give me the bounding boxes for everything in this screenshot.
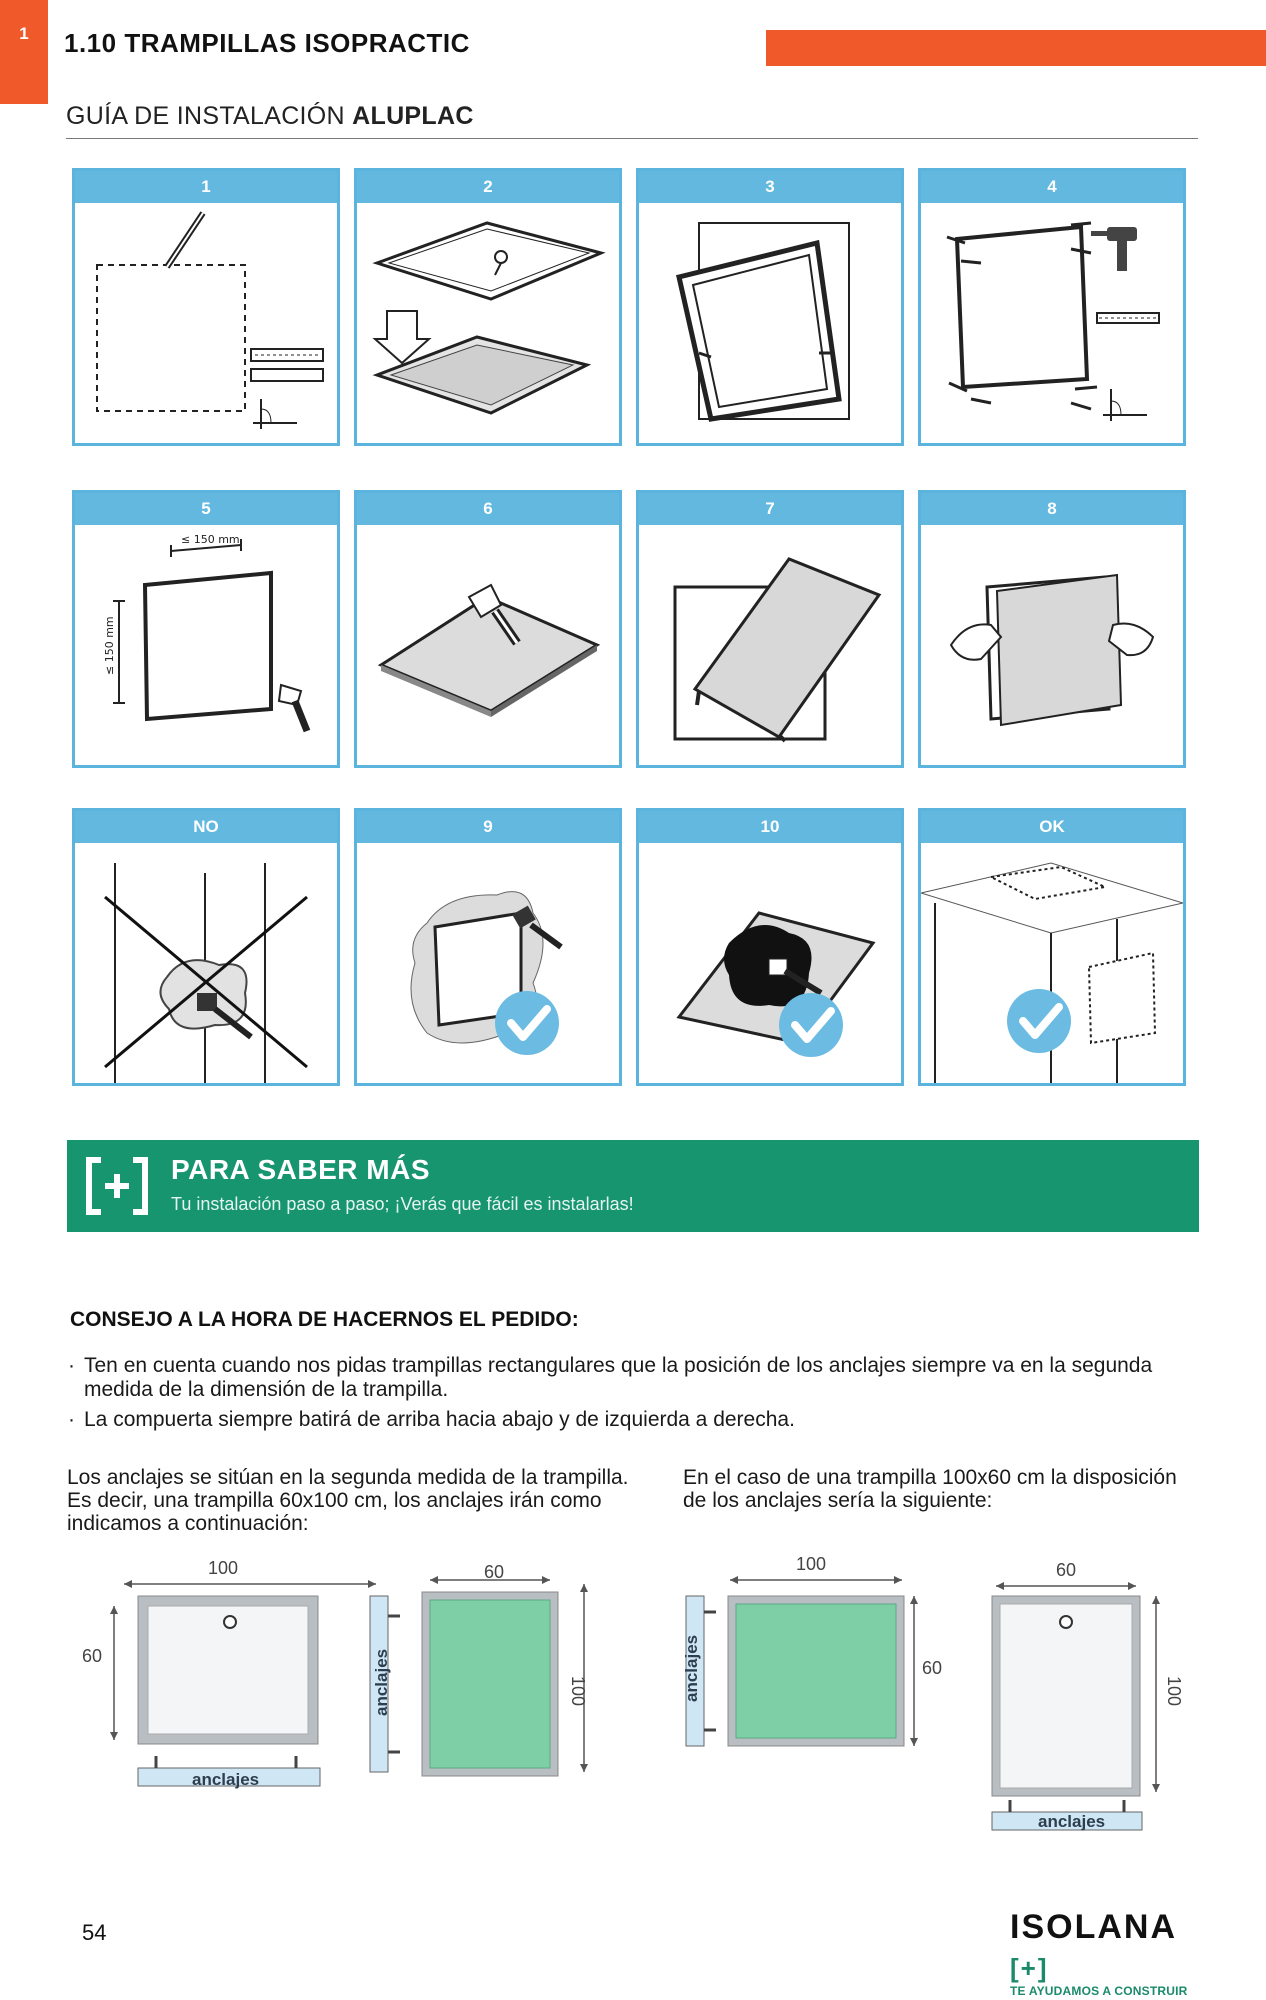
page-subtitle — [66, 102, 474, 131]
advice-bullet: · Ten en cuenta cuando nos pidas trampillas rectangulares que la posición de los anclajes siempre va en la segunda medida de la dimensión de la trampilla. — [66, 1354, 1206, 1402]
left-back-anchors: anclajes — [372, 1648, 391, 1716]
header-accent-bar — [766, 30, 1266, 66]
logo-mark: [+] — [1010, 1953, 1049, 1983]
step-label: 3 — [639, 171, 901, 203]
banner-subtitle: Tu instalación paso a paso; ¡Verás que fácil es instalarlas! — [171, 1194, 634, 1214]
step-card-2 — [354, 168, 622, 446]
step-label: 8 — [921, 493, 1183, 525]
step-5-dim-vertical: ≤ 150 mm — [103, 616, 116, 675]
step-label: NO — [75, 811, 337, 843]
advice-bullet: · La compuerta siempre batirá de arriba hacia abajo y de izquierda a derecha. — [66, 1408, 1206, 1432]
right-back-width: 100 — [796, 1554, 827, 1574]
right-back-anchors: anclajes — [682, 1634, 701, 1702]
page-number: 54 — [82, 1920, 107, 1945]
left-front-width: 100 — [208, 1558, 239, 1578]
step-no-illustration — [75, 843, 337, 1083]
left-front-anchors: anclajes — [192, 1770, 260, 1789]
step-5-illustration — [75, 525, 337, 765]
step-6-illustration — [357, 525, 619, 765]
step-card-no — [72, 808, 340, 1086]
left-front-height: 60 — [82, 1646, 103, 1666]
advice-title: CONSEJO A LA HORA DE HACERNOS EL PEDIDO: — [70, 1308, 579, 1331]
subtitle-product: ALUPLAC — [352, 102, 474, 130]
step-card-6 — [354, 490, 622, 768]
chapter-tab — [0, 0, 48, 104]
subtitle-prefix: GUÍA DE INSTALACIÓN — [66, 102, 353, 130]
step-card-4 — [918, 168, 1186, 446]
more-info-banner[interactable] — [67, 1140, 1199, 1232]
step-card-3 — [636, 168, 904, 446]
step-2-illustration — [357, 203, 619, 443]
left-back-width: 60 — [484, 1562, 505, 1582]
step-card-ok — [918, 808, 1186, 1086]
right-diagram-group — [680, 1556, 1200, 1836]
step-card-7 — [636, 490, 904, 768]
logo-tagline: TE AYUDAMOS A CONSTRUIR — [1010, 1984, 1188, 1998]
step-label: 9 — [357, 811, 619, 843]
step-5-dim-horizontal: ≤ 150 mm — [181, 533, 240, 546]
step-label: 4 — [921, 171, 1183, 203]
right-front-height: 100 — [1164, 1676, 1184, 1707]
step-9-illustration — [357, 843, 619, 1083]
right-paragraph: En el caso de una trampilla 100x60 cm la disposición de los anclajes sería la siguiente: — [683, 1466, 1177, 1512]
advice-bullets — [66, 1354, 1206, 1438]
step-label: OK — [921, 811, 1183, 843]
step-8-illustration — [921, 525, 1183, 765]
step-1-illustration — [75, 203, 337, 443]
banner-title: PARA SABER MÁS — [171, 1154, 431, 1185]
step-label: 1 — [75, 171, 337, 203]
step-label: 5 — [75, 493, 337, 525]
right-front-anchors: anclajes — [1038, 1812, 1106, 1831]
left-diagram-group — [70, 1556, 630, 1816]
isolana-logo — [1010, 1908, 1210, 1998]
step-card-10 — [636, 808, 904, 1086]
chapter-number: 1 — [19, 24, 29, 43]
step-card-1 — [72, 168, 340, 446]
step-ok-illustration — [921, 843, 1183, 1083]
step-label: 10 — [639, 811, 901, 843]
step-label: 2 — [357, 171, 619, 203]
left-back-height: 100 — [568, 1676, 588, 1707]
step-card-8 — [918, 490, 1186, 768]
left-paragraph: Los anclajes se sitúan en la segunda medida de la trampilla. Es decir, una trampilla 60x100 cm, los anclajes irán como indicamos a continuación: — [67, 1466, 629, 1535]
step-card-5 — [72, 490, 340, 768]
right-front-width: 60 — [1056, 1560, 1077, 1580]
step-3-illustration — [639, 203, 901, 443]
step-10-illustration — [639, 843, 901, 1083]
step-4-illustration — [921, 203, 1183, 443]
plus-bracket-icon — [85, 1156, 149, 1216]
step-card-9 — [354, 808, 622, 1086]
section-title: 1.10 TRAMPILLAS ISOPRACTIC — [64, 28, 470, 58]
logo-word: ISOLANA — [1010, 1908, 1176, 1946]
header-divider — [66, 138, 1198, 139]
step-7-illustration — [639, 525, 901, 765]
step-label: 7 — [639, 493, 901, 525]
step-label: 6 — [357, 493, 619, 525]
right-back-height: 60 — [922, 1658, 943, 1678]
